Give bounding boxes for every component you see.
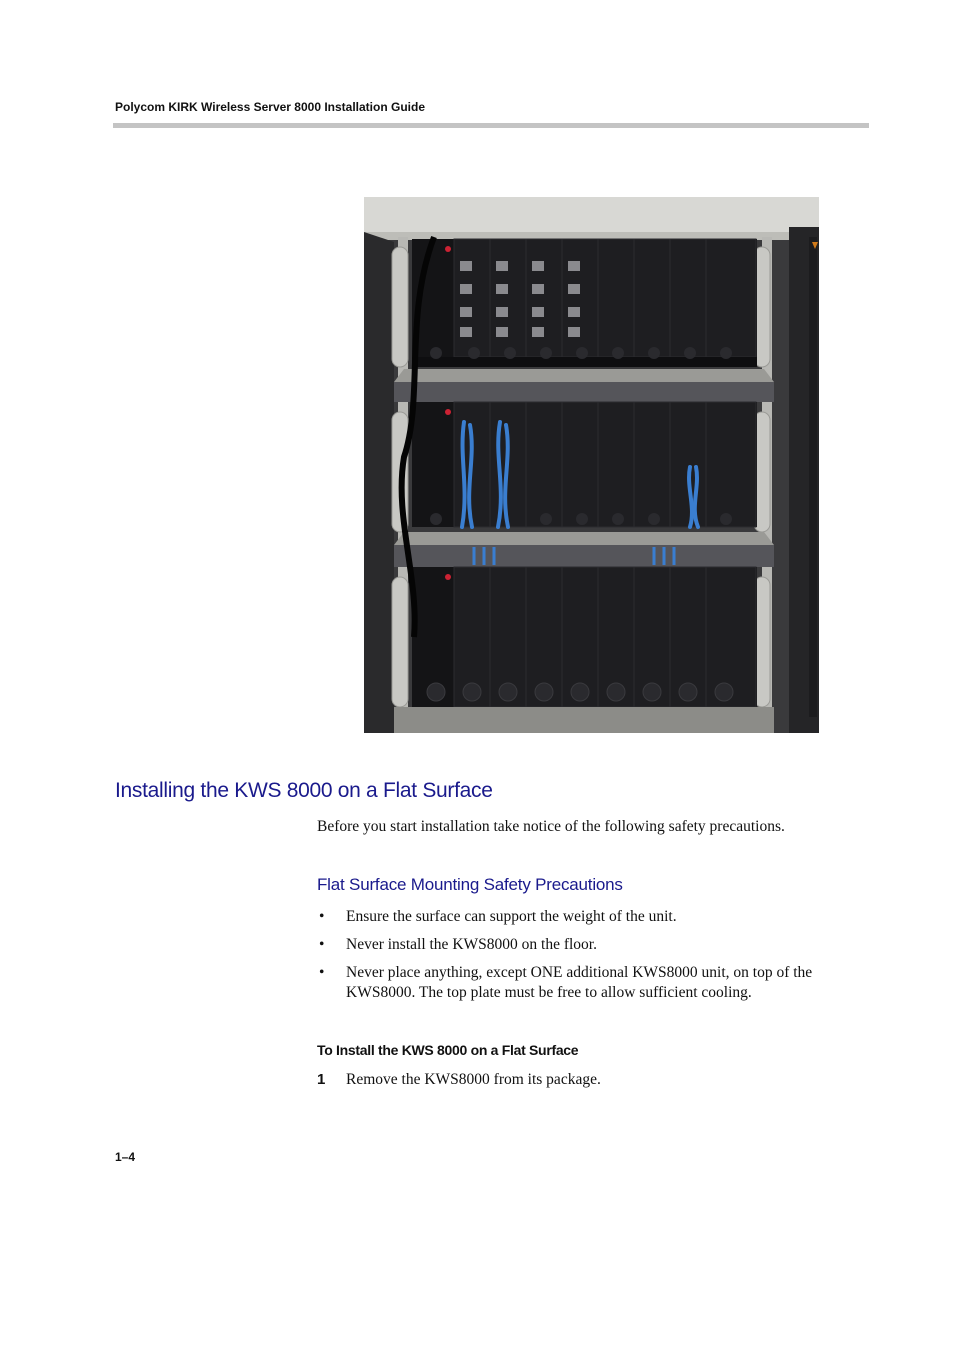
section-intro: Before you start installation take notice of the following safety precautions. <box>317 818 785 835</box>
running-header: Polycom KIRK Wireless Server 8000 Installation Guide <box>115 100 426 114</box>
step-text: Remove the KWS8000 from its package. <box>346 1071 601 1088</box>
header-rule <box>113 123 869 128</box>
section-heading: Installing the KWS 8000 on a Flat Surface <box>115 779 493 802</box>
bullet-text: Ensure the surface can support the weight of the unit. <box>346 908 677 925</box>
bullet-text: Never place anything, except ONE additional KWS8000 unit, on top of the KWS8000. The top plate must be free to allow sufficient cooling. <box>346 964 813 1001</box>
procedure-heading: To Install the KWS 8000 on a Flat Surface <box>317 1042 579 1058</box>
bullet-text: Never install the KWS8000 on the floor. <box>346 936 597 953</box>
bullet-marker: • <box>319 936 325 953</box>
list-item <box>317 907 869 927</box>
list-item <box>317 963 869 1003</box>
precautions-list <box>317 907 869 1011</box>
rack-photo <box>364 197 819 733</box>
subsection-heading: Flat Surface Mounting Safety Precautions <box>317 875 623 894</box>
bullet-marker: • <box>319 908 325 925</box>
page-number: 1–4 <box>115 1150 136 1164</box>
list-item <box>317 935 869 955</box>
step-number: 1 <box>317 1071 326 1088</box>
bullet-marker: • <box>319 964 325 981</box>
